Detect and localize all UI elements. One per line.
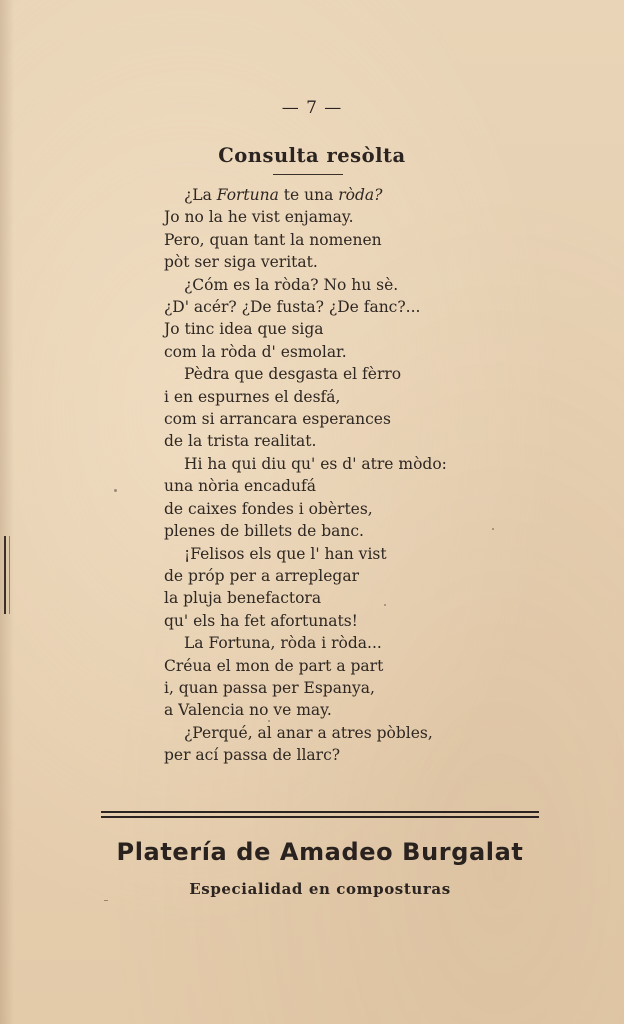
poem-line: Jo no la he vist enjamay. <box>164 208 354 227</box>
poem-line: Créua el mon de part a part <box>164 656 384 675</box>
poem-line: Pèdra que desgasta el fèrro <box>184 365 402 384</box>
poem-line: plenes de billets de banc. <box>164 522 364 541</box>
stanza <box>164 274 604 364</box>
poem-line: a Valencia no ve may. <box>164 701 332 720</box>
stanza <box>164 632 604 722</box>
poem-line: de caixes fondes i obèrtes, <box>164 499 373 518</box>
double-divider-rule <box>101 811 539 818</box>
poem-line: i en espurnes el desfá, <box>164 387 341 406</box>
poem-line: ¿Perqué, al anar a atres pòbles, <box>184 723 433 742</box>
poem-line: Pero, quan tant la nomenen <box>164 230 382 249</box>
stanza <box>164 184 604 274</box>
poem-line: La Fortuna, ròda i ròda... <box>184 634 382 653</box>
binding-mark <box>4 536 10 614</box>
poem-line: ¡Felisos els que l' han vist <box>184 544 387 563</box>
title-underline <box>273 174 343 175</box>
poem-line: la pluja benefactora <box>164 589 322 608</box>
poem-line: i, quan passa per Espanya, <box>164 678 375 697</box>
poem-title: Consulta resòlta <box>218 144 406 167</box>
poem-body <box>164 184 604 767</box>
poem-line: ¿D' acér? ¿De fusta? ¿De fanc?... <box>164 298 421 317</box>
paper-speck <box>114 489 117 492</box>
poem-line: com si arrancara esperances <box>164 410 391 429</box>
advert-subtitle: Especialidad en composturas <box>189 880 451 898</box>
poem-line: ¿La Fortuna te una ròda? <box>184 186 383 204</box>
paper-speck <box>492 528 494 530</box>
poem-line: qu' els ha fet afortunats! <box>164 611 358 630</box>
poem-line: per ací passa de llarc? <box>164 746 341 765</box>
italic-word: ròda? <box>338 186 383 204</box>
italic-word: Fortuna <box>216 186 279 204</box>
poem-line: pòt ser siga veritat. <box>164 253 318 272</box>
stanza <box>164 453 604 543</box>
poem-line: com la ròda d' esmolar. <box>164 342 347 361</box>
paper-speck <box>268 720 270 722</box>
stanza <box>164 363 604 453</box>
poem-line: de próp per a arreplegar <box>164 566 359 585</box>
poem-line: de la trista realitat. <box>164 432 317 451</box>
poem-line: ¿Cóm es la ròda? No hu sè. <box>184 275 399 294</box>
poem-line: Jo tinc idea que siga <box>164 320 324 339</box>
advert-shop-name: Platería de Amadeo Burgalat <box>116 838 524 866</box>
paper-speck <box>384 604 386 606</box>
poem-line: una nòria encadufá <box>164 477 316 496</box>
page-number: — 7 — <box>281 98 343 118</box>
poem-line: Hi ha qui diu qu' es d' atre mòdo: <box>184 454 447 473</box>
paper-speck <box>104 900 108 901</box>
stanza <box>164 722 604 767</box>
stanza <box>164 543 604 633</box>
